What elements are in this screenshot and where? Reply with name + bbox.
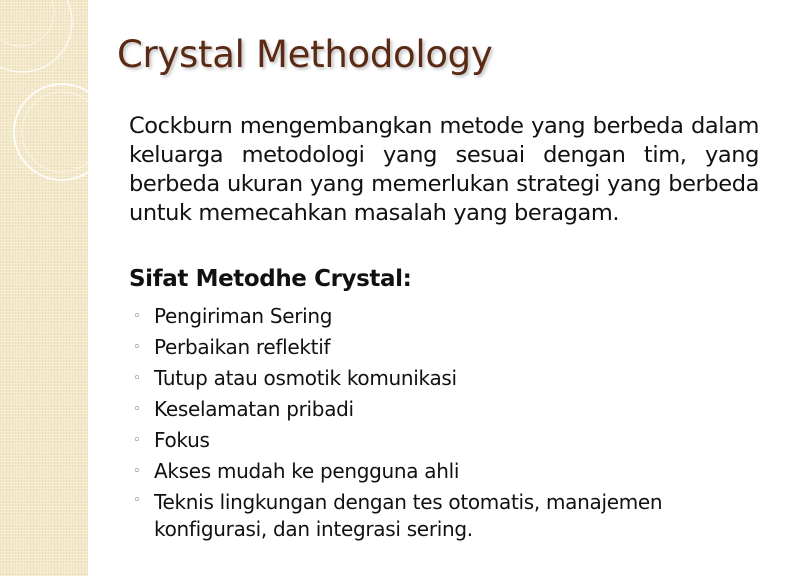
list-item-text: Perbaikan reflektif — [154, 335, 331, 359]
list-item — [129, 487, 759, 543]
decor-circle-top-inner — [0, 0, 54, 46]
bullet-icon: ◦ — [133, 433, 141, 448]
intro-paragraph: Cockburn mengembangkan metode yang berbeda dalam keluarga metodologi yang sesuai dengan tim, yang berbeda ukuran yang memerlukan strategi yang berbeda untuk memecahkan masalah yang beragam. — [129, 113, 759, 226]
decor-circle-middle — [14, 84, 88, 180]
list-item-text: Akses mudah ke pengguna ahli — [154, 459, 460, 483]
bullet-icon: ◦ — [133, 493, 141, 508]
bullet-icon: ◦ — [133, 340, 141, 355]
bullet-icon: ◦ — [133, 402, 141, 417]
list-item-text: Fokus — [154, 428, 210, 452]
list-item-text: Tutup atau osmotik komunikasi — [154, 366, 457, 390]
decorative-side-panel — [0, 0, 88, 576]
decor-circle-middle-inner — [22, 92, 88, 172]
bullet-icon: ◦ — [133, 309, 141, 324]
decorative-circles — [0, 0, 88, 576]
list-item — [129, 394, 759, 425]
list-item-text: Keselamatan pribadi — [154, 397, 354, 421]
list-item — [129, 363, 759, 394]
bullet-icon: ◦ — [133, 464, 141, 479]
bullet-list — [129, 301, 759, 543]
slide-title: Crystal Methodology — [117, 33, 493, 76]
subheading: Sifat Metodhe Crystal: — [129, 266, 412, 292]
decor-circle-top — [0, 0, 72, 72]
list-item — [129, 425, 759, 456]
list-item-text: Pengiriman Sering — [154, 304, 333, 328]
list-item — [129, 301, 759, 332]
bullet-icon: ◦ — [133, 371, 141, 386]
list-item — [129, 332, 759, 363]
list-item-text: Teknis lingkungan dengan tes otomatis, manajemen konfigurasi, dan integrasi sering. — [154, 490, 663, 541]
list-item — [129, 456, 759, 487]
